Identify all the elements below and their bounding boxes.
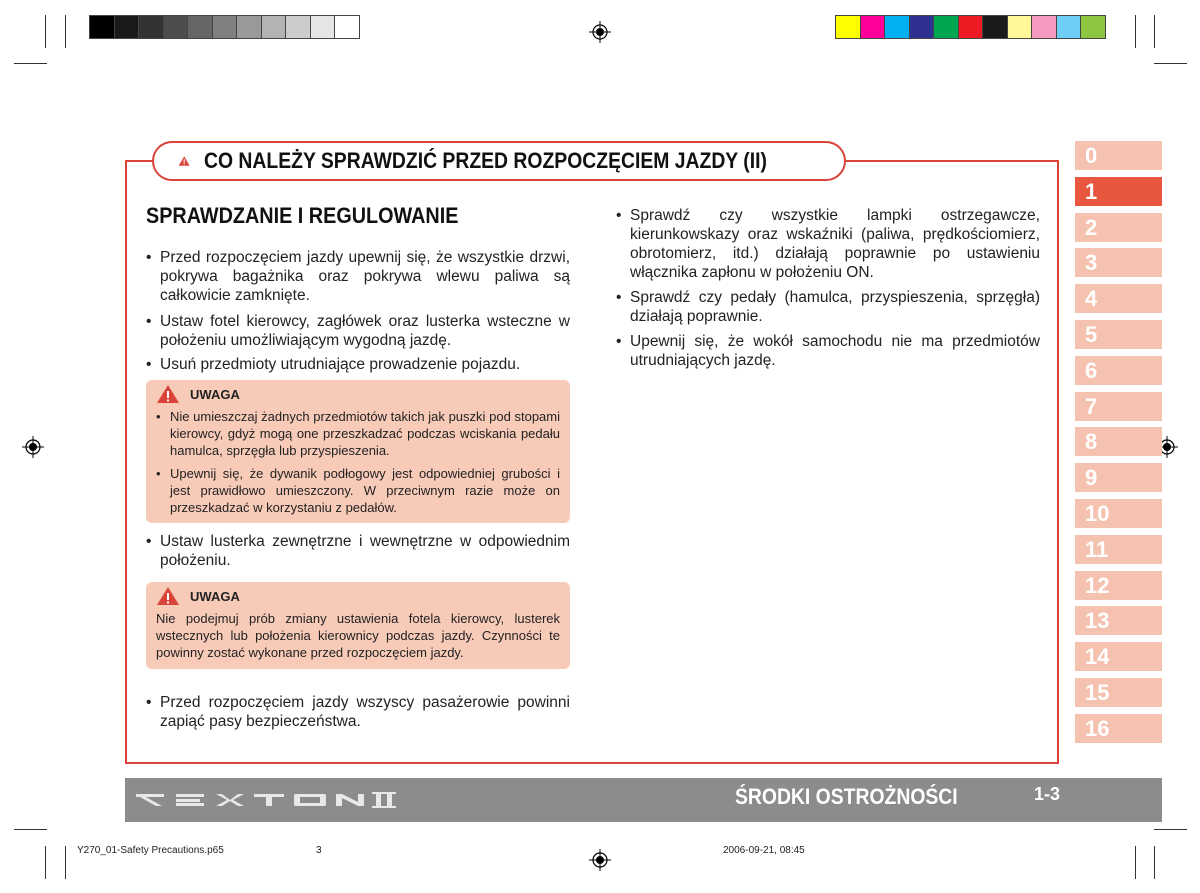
crop-mark <box>1154 15 1155 48</box>
page-title: CO NALEŻY SPRAWDZIĆ PRZED ROZPOCZĘCIEM JAZDY (II) <box>204 148 768 173</box>
color-swatch <box>334 15 360 39</box>
color-swatch <box>933 15 959 39</box>
color-swatch <box>958 15 984 39</box>
color-swatch <box>1007 15 1033 39</box>
color-swatch <box>860 15 886 39</box>
crop-mark <box>14 829 47 830</box>
chapter-tab-4[interactable]: 4 <box>1075 284 1162 313</box>
list-item: • Ustaw fotel kierowcy, zagłówek oraz lusterka wsteczne w położeniu umożliwiającym wygodną jazdę. <box>146 313 570 349</box>
chapter-tab-5[interactable]: 5 <box>1075 320 1162 349</box>
process-color-bar <box>835 15 1105 39</box>
chapter-tab-3[interactable]: 3 <box>1075 248 1162 277</box>
list-item: • Upewnij się, że wokół samochodu nie ma przedmiotów utrudniających jazdę. <box>616 333 1040 369</box>
chapter-tab-8[interactable]: 8 <box>1075 427 1162 456</box>
warning-title: UWAGA <box>190 386 240 402</box>
warning-text: Nie podejmuj prób zmiany ustawienia fotela kierowcy, lusterek wstecznych lub położenia kierownicy podczas jazdy. Czynności te powinny zostać wykonane przed rozpoczęciem jazdy. <box>156 611 560 660</box>
crop-mark <box>45 846 46 879</box>
chapter-tab-1[interactable]: 1 <box>1075 177 1162 206</box>
registration-mark-icon <box>22 436 44 458</box>
color-swatch <box>261 15 287 39</box>
color-swatch <box>884 15 910 39</box>
crop-mark <box>1154 846 1155 879</box>
color-swatch <box>236 15 262 39</box>
crop-mark <box>1135 15 1136 48</box>
color-swatch <box>114 15 140 39</box>
list-item: • Przed rozpoczęciem jazdy upewnij się, że wszystkie drzwi, pokrywa bagażnika oraz pokrywa wlewu paliwa są całkowicie zamknięte. <box>146 249 570 304</box>
grayscale-color-bar <box>89 15 359 39</box>
chapter-tab-10[interactable]: 10 <box>1075 499 1162 528</box>
color-swatch <box>138 15 164 39</box>
warning-item: • Nie umieszczaj żadnych przedmiotów takich jak puszki pod stopami kierowcy, gdyż mogą one przeszkadzać podczas wciskania pedału hamulca, sprzęgła lub przyspieszenia. <box>156 409 560 458</box>
registration-mark-icon <box>589 849 611 871</box>
print-file-name: Y270_01-Safety Precautions.p65 <box>77 845 224 856</box>
registration-mark-icon <box>589 21 611 43</box>
chapter-tab-2[interactable]: 2 <box>1075 213 1162 242</box>
warning-title: UWAGA <box>190 588 240 604</box>
chapter-tab-12[interactable]: 12 <box>1075 571 1162 600</box>
chapter-tab-0[interactable]: 0 <box>1075 141 1162 170</box>
color-swatch <box>1080 15 1106 39</box>
print-datetime: 2006-09-21, 08:45 <box>723 845 805 856</box>
page-title-banner <box>152 141 846 181</box>
warning-item: • Upewnij się, że dywanik podłogowy jest odpowiedniej grubości i jest prawidłowo umieszczony. W przeciwnym razie może on przeszkadzać w korzystaniu z pedałów. <box>156 466 560 515</box>
section-heading: SPRAWDZANIE I REGULOWANIE <box>146 203 459 228</box>
list-item: • Usuń przedmioty utrudniające prowadzenie pojazdu. <box>146 356 521 373</box>
list-item: • Przed rozpoczęciem jazdy wszyscy pasażerowie powinni zapiąć pasy bezpieczeństwa. <box>146 694 570 730</box>
warning-triangle-icon <box>156 586 180 606</box>
color-swatch <box>163 15 189 39</box>
list-item: • Ustaw lusterka zewnętrzne i wewnętrzne w odpowiednim położeniu. <box>146 533 570 569</box>
crop-mark <box>65 846 66 879</box>
color-swatch <box>187 15 213 39</box>
crop-mark <box>14 63 47 64</box>
warning-box <box>146 582 570 669</box>
color-swatch <box>212 15 238 39</box>
chapter-tab-13[interactable]: 13 <box>1075 606 1162 635</box>
color-swatch <box>1031 15 1057 39</box>
crop-mark <box>1154 63 1187 64</box>
crop-mark <box>1135 846 1136 879</box>
color-swatch <box>1056 15 1082 39</box>
color-swatch <box>285 15 311 39</box>
print-page-number: 3 <box>316 845 322 856</box>
crop-mark <box>45 15 46 48</box>
chapter-tab-15[interactable]: 15 <box>1075 678 1162 707</box>
page-number: 1-3 <box>1034 784 1061 804</box>
color-swatch <box>89 15 115 39</box>
list-item: • Sprawdź czy wszystkie lampki ostrzegawcze, kierunkowskazy oraz wskaźniki (paliwa, prędkościomierz, obrotomierz, itd.) działają poprawnie po ustawieniu włącznika zapłonu w położeniu ON. <box>616 207 1040 281</box>
color-swatch <box>310 15 336 39</box>
color-swatch <box>909 15 935 39</box>
section-name: ŚRODKI OSTROŻNOŚCI <box>735 784 958 809</box>
chapter-tab-7[interactable]: 7 <box>1075 392 1162 421</box>
color-swatch <box>982 15 1008 39</box>
list-item: • Sprawdź czy pedały (hamulca, przyspieszenia, sprzęgła) działają poprawnie. <box>616 289 1040 325</box>
chapter-tab-11[interactable]: 11 <box>1075 535 1162 564</box>
warning-triangle-icon <box>178 146 190 176</box>
crop-mark <box>65 15 66 48</box>
warning-box <box>146 380 570 523</box>
rexton-logo <box>136 790 396 810</box>
chapter-tab-14[interactable]: 14 <box>1075 642 1162 671</box>
chapter-tab-6[interactable]: 6 <box>1075 356 1162 385</box>
chapter-tab-16[interactable]: 16 <box>1075 714 1162 743</box>
color-swatch <box>835 15 861 39</box>
warning-triangle-icon <box>156 384 180 404</box>
crop-mark <box>1154 829 1187 830</box>
chapter-tab-9[interactable]: 9 <box>1075 463 1162 492</box>
